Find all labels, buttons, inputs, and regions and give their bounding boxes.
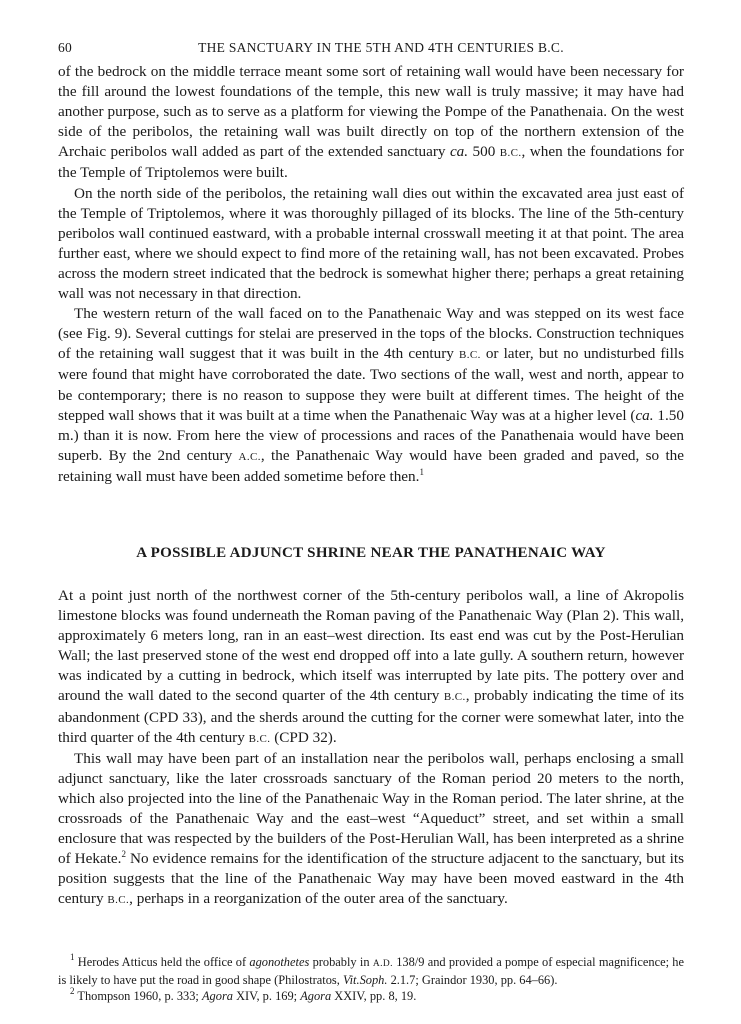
section-heading: A POSSIBLE ADJUNCT SHRINE NEAR THE PANATHENAIC WAY [136, 544, 606, 561]
page [58, 40, 684, 1004]
footnote-ref: 1 [419, 466, 424, 477]
footnote-1: $^1$ Herodes Atticus held the office of agonothetes probably in A.D. 138/9 and provided a pompe of especial magnificence; he is likely to have put the road in good shape (Philostratos, Vit.Soph. 2.1.7; Graindor 1930, pp. 64–66). [58, 952, 684, 988]
paragraph: On the north side of the peribolos, the retaining wall dies out within the excavated area just east of the Temple of Triptolemos, where it was thoroughly pillaged of its blocks. The line of the 5th-century peribolos wall continued eastward, with a probable internal crosswall meeting it at that point. The area further east, where we should expect to find more of the retaining wall, has not been excavated. Probes across the modern street indicated that the bedrock is somewhat higher there; perhaps a great retaining wall was not necessary in that direction. [58, 184, 684, 303]
paragraph: The western return of the wall faced on to the Panathenaic Way and was stepped on its west face (see Fig. 9). Several cuttings for stelai are preserved in the tops of the blocks. Construction techniques of the retaining wall suggest that it was built in the 4th century B.C. or later, but no undisturbed fills were found that might have corroborated the date. Two sections of the wall, west and north, appear to be contemporary; there is no reason to suppose they were built at different times. The height of the stepped wall shows that it was built at a time when the Panathenaic Way was at a higher level (ca. 1.50 m.) than it is now. From here the view of processions and races of the Panathenaia would have been superb. By the 2nd century A.C., the Panathenaic Way would have been graded and paved, so the retaining wall must have been added sometime before then.$^1$ [58, 305, 685, 485]
paragraph: At a point just north of the northwest corner of the 5th-century peribolos wall, a line of Akropolis limestone blocks was found underneath the Roman paving of the Panathenaic Way (Plan 2). This wall, approximately 6 meters long, ran in an east–west direction. Its east end was cut by the Post-Herulian Wall; the last preserved stone of the west end dropped off into a late gully. A southern return, however was indicated by a cutting in bedrock, which itself was interrupted by late pits. The pottery over and around the wall dated to the second quarter of the 4th century B.C., probably indicating the time of its abandonment (CPD 33), and the sherds around the cutting for the corner were somewhat later, into the third quarter of the 4th century B.C. (CPD 32). [58, 586, 684, 746]
section-retaining-wall [58, 62, 684, 487]
footnote-2: $^2$ Thompson 1960, p. 333; Agora XIV, p. 169; Agora XXIV, pp. 8, 19. [70, 986, 417, 1004]
paragraph: of the bedrock on the middle terrace meant some sort of retaining wall would have been necessary for the fill around the lowest foundations of the temple, this new wall is truly massive; it may have had another purpose, such as to serve as a platform for viewing the Pompe of the Panathenaia. On the west side of the peribolos, the retaining wall was built directly on top of the northern extension of the Archaic peribolos wall added as part of the extended sanctuary ca. 500 B.C., when the foundations for the Temple of Triptolemos were built. [58, 63, 684, 182]
page-number: 60 [58, 40, 73, 55]
footnotes [58, 954, 684, 1004]
running-title: THE SANCTUARY IN THE 5TH AND 4TH CENTURIES B.C. [198, 40, 564, 55]
running-head [58, 40, 684, 62]
section-adjunct-shrine [58, 586, 684, 911]
paragraph: This wall may have been part of an installation near the peribolos wall, perhaps enclosing a small adjunct sanctuary, like the later crossroads sanctuary of the Roman period 20 meters to the north, which also projected into the line of the Panathenaic Way in the Roman period. The later shrine, at the crossroads of the Panathenaic Way and the east–west “Aqueduct” street, and set within a small enclosure that was respected by the builders of the Post-Herulian Wall, has been interpreted as a shrine of Hekate.$^2$ No evidence remains for the identification of the structure adjacent to the sanctuary, but its position suggests that the line of the Panathenaic Way may have been moved eastward in the 4th century B.C., perhaps in a reorganization of the outer area of the sanctuary. [58, 749, 684, 908]
footnote-ref: 2 [121, 849, 126, 860]
